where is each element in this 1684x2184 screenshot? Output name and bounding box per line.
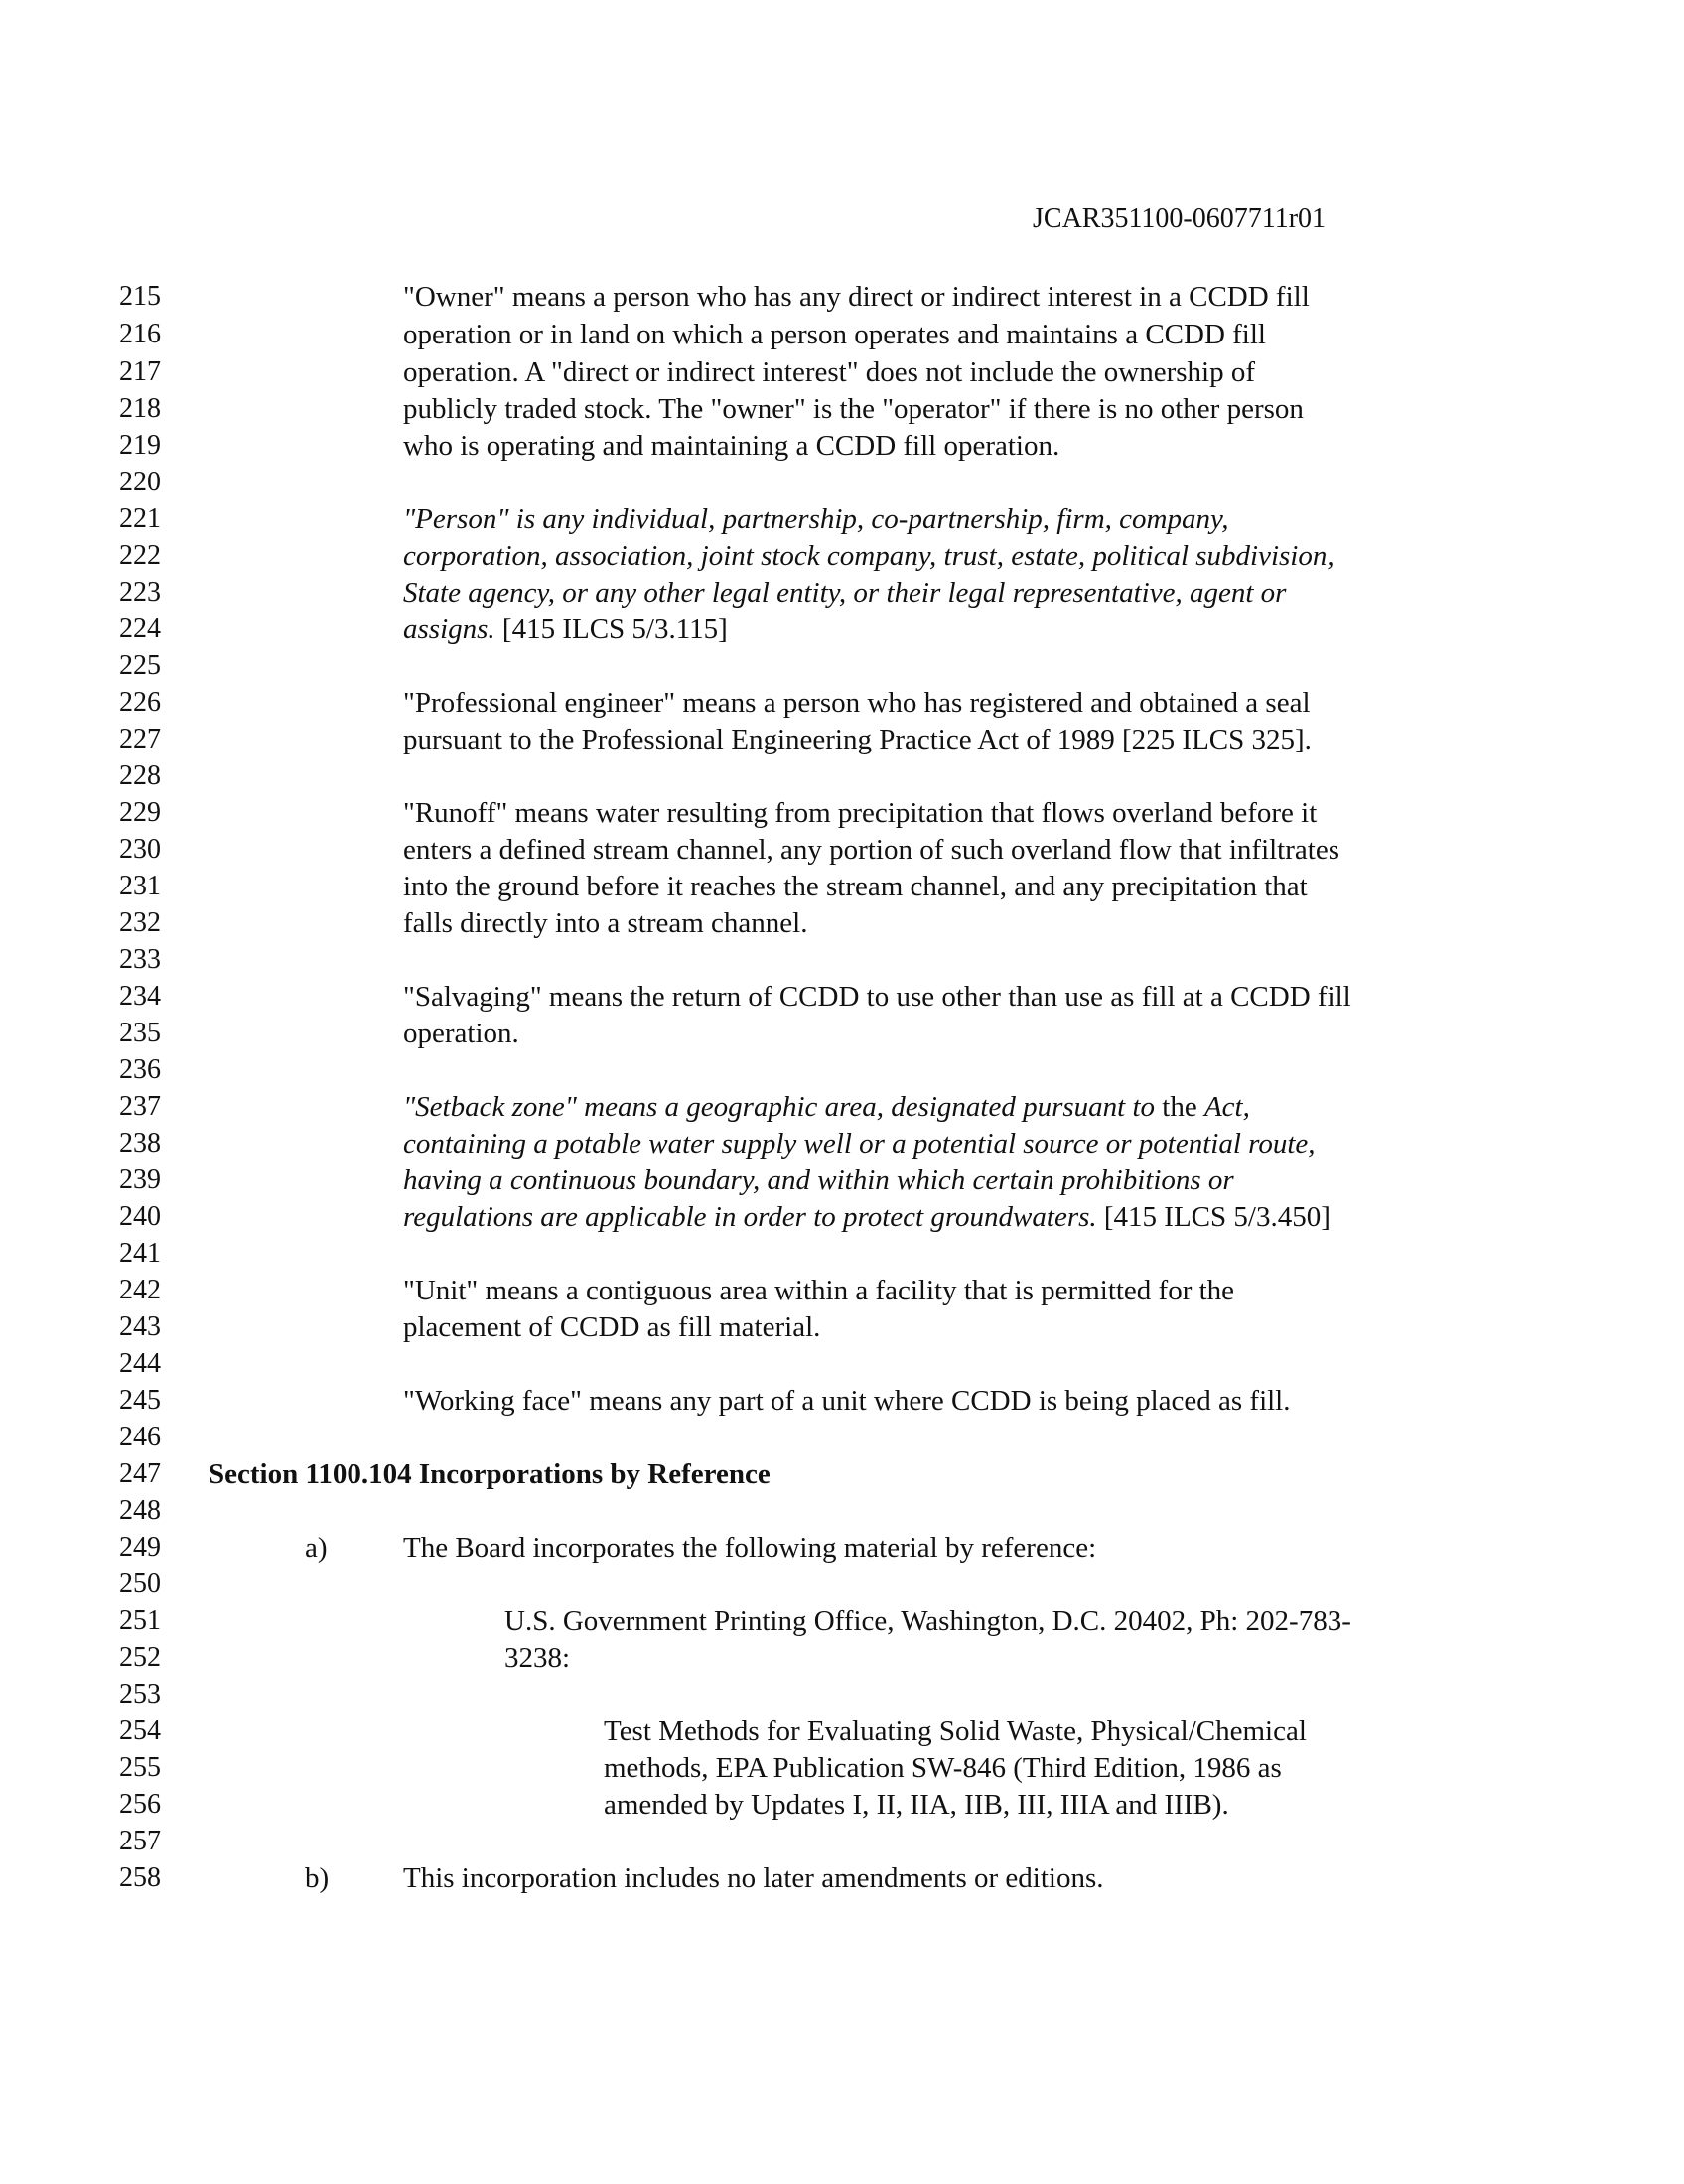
line-number: 254 [119, 1715, 161, 1746]
line-number: 220 [119, 467, 161, 497]
line-number: 238 [119, 1128, 161, 1159]
text-line: "Salvaging" means the return of CCDD to use other than use as fill at a CCDD fill [403, 981, 1351, 1013]
line-number: 226 [119, 687, 161, 718]
text-line [403, 1088, 1250, 1126]
text-line: "Runoff" means water resulting from precipitation that flows overland before it [403, 797, 1318, 829]
item-b-label: b) [305, 1862, 330, 1894]
statutory-text: "Person" is any individual, partnership, co-partnership, firm, company, [403, 503, 1229, 535]
line-number: 240 [119, 1201, 161, 1232]
text-line: operation. A "direct or indirect interest" does not include the ownership of [403, 356, 1256, 388]
line-number: 225 [119, 650, 161, 681]
line-number: 247 [119, 1458, 161, 1489]
text-line: enters a defined stream channel, any portion of such overland flow that infiltrates [403, 834, 1339, 866]
text-line: placement of CCDD as fill material. [403, 1311, 821, 1343]
line-number: 244 [119, 1348, 161, 1379]
line-number: 246 [119, 1422, 161, 1452]
line-number: 258 [119, 1862, 161, 1893]
text-line: Test Methods for Evaluating Solid Waste, Physical/Chemical [604, 1715, 1307, 1747]
line-number: 241 [119, 1238, 161, 1269]
text-line: falls directly into a stream channel. [403, 907, 808, 939]
line-number: 231 [119, 871, 161, 901]
line-number: 216 [119, 319, 161, 349]
line-number: 236 [119, 1054, 161, 1085]
line-number: 243 [119, 1311, 161, 1342]
text-line [403, 1125, 1316, 1162]
line-number: 223 [119, 577, 161, 608]
text-line: operation or in land on which a person operates and maintains a CCDD fill [403, 319, 1266, 350]
statutory-text: having a continuous boundary, and within which certain prohibitions or [403, 1164, 1234, 1196]
item-b-text: This incorporation includes no later amendments or editions. [403, 1862, 1104, 1894]
line-number: 239 [119, 1164, 161, 1195]
statutory-text: regulations are applicable in order to protect groundwaters. [403, 1201, 1097, 1233]
text-line: 3238: [504, 1642, 571, 1674]
statutory-text: assigns. [403, 614, 495, 645]
line-number: 251 [119, 1605, 161, 1636]
line-number: 224 [119, 614, 161, 644]
line-number: 232 [119, 907, 161, 938]
line-number: 255 [119, 1752, 161, 1783]
statutory-text: corporation, association, joint stock company, trust, estate, political subdivision, [403, 540, 1334, 572]
citation: [415 ILCS 5/3.115] [494, 614, 728, 645]
line-number: 230 [119, 834, 161, 865]
text-line [403, 537, 1334, 575]
item-a-text: The Board incorporates the following material by reference: [403, 1532, 1097, 1564]
line-number: 253 [119, 1679, 161, 1709]
text-line [403, 611, 728, 648]
line-number: 234 [119, 981, 161, 1012]
line-number: 215 [119, 281, 161, 312]
text-line: "Owner" means a person who has any direct or indirect interest in a CCDD fill [403, 281, 1310, 313]
text-line: publicly traded stock. The "owner" is the "operator" if there is no other person [403, 393, 1304, 425]
statutory-text: State agency, or any other legal entity, or their legal representative, agent or [403, 577, 1287, 609]
line-number: 249 [119, 1532, 161, 1563]
statutory-text: containing a potable water supply well or a potential source or potential route, [403, 1128, 1316, 1160]
text-line: "Professional engineer" means a person who has registered and obtained a seal [403, 687, 1311, 719]
definition-working-face: "Working face" means any part of a unit where CCDD is being placed as fill. [403, 1385, 1291, 1417]
text-line: U.S. Government Printing Office, Washington, D.C. 20402, Ph: 202-783- [504, 1605, 1351, 1637]
section-heading: Section 1100.104 Incorporations by Reference [209, 1458, 771, 1490]
text-line: pursuant to the Professional Engineering Practice Act of 1989 [225 ILCS 325]. [403, 724, 1312, 755]
statutory-text: Act, [1203, 1091, 1250, 1123]
amendment-text: the [1155, 1091, 1204, 1123]
item-a-label: a) [305, 1532, 328, 1564]
line-number: 219 [119, 430, 161, 461]
line-number: 257 [119, 1826, 161, 1856]
text-line [403, 500, 1228, 538]
text-line: "Unit" means a contiguous area within a facility that is permitted for the [403, 1275, 1235, 1306]
line-number: 221 [119, 503, 161, 534]
text-line: into the ground before it reaches the stream channel, and any precipitation that [403, 871, 1308, 902]
text-line [403, 1161, 1234, 1199]
line-number: 222 [119, 540, 161, 571]
document-id: JCAR351100-0607711r01 [1033, 204, 1327, 234]
text-line: amended by Updates I, II, IIA, IIB, III, IIIA and IIIB). [604, 1789, 1229, 1821]
line-number: 242 [119, 1275, 161, 1305]
line-number: 218 [119, 393, 161, 424]
line-number: 256 [119, 1789, 161, 1820]
text-line: who is operating and maintaining a CCDD fill operation. [403, 430, 1060, 462]
line-number: 245 [119, 1385, 161, 1416]
line-number: 228 [119, 760, 161, 791]
statutory-text: "Setback zone" means a geographic area, designated pursuant to [403, 1091, 1156, 1123]
line-number: 250 [119, 1569, 161, 1599]
text-line [403, 1198, 1331, 1236]
line-number: 252 [119, 1642, 161, 1673]
line-number: 229 [119, 797, 161, 828]
text-line: methods, EPA Publication SW-846 (Third Edition, 1986 as [604, 1752, 1282, 1784]
line-number: 237 [119, 1091, 161, 1122]
line-number: 248 [119, 1495, 161, 1526]
line-number: 233 [119, 944, 161, 975]
line-number: 235 [119, 1018, 161, 1048]
line-number: 227 [119, 724, 161, 754]
line-number: 217 [119, 356, 161, 387]
text-line [403, 574, 1286, 612]
text-line: operation. [403, 1018, 519, 1049]
citation: [415 ILCS 5/3.450] [1096, 1201, 1331, 1233]
